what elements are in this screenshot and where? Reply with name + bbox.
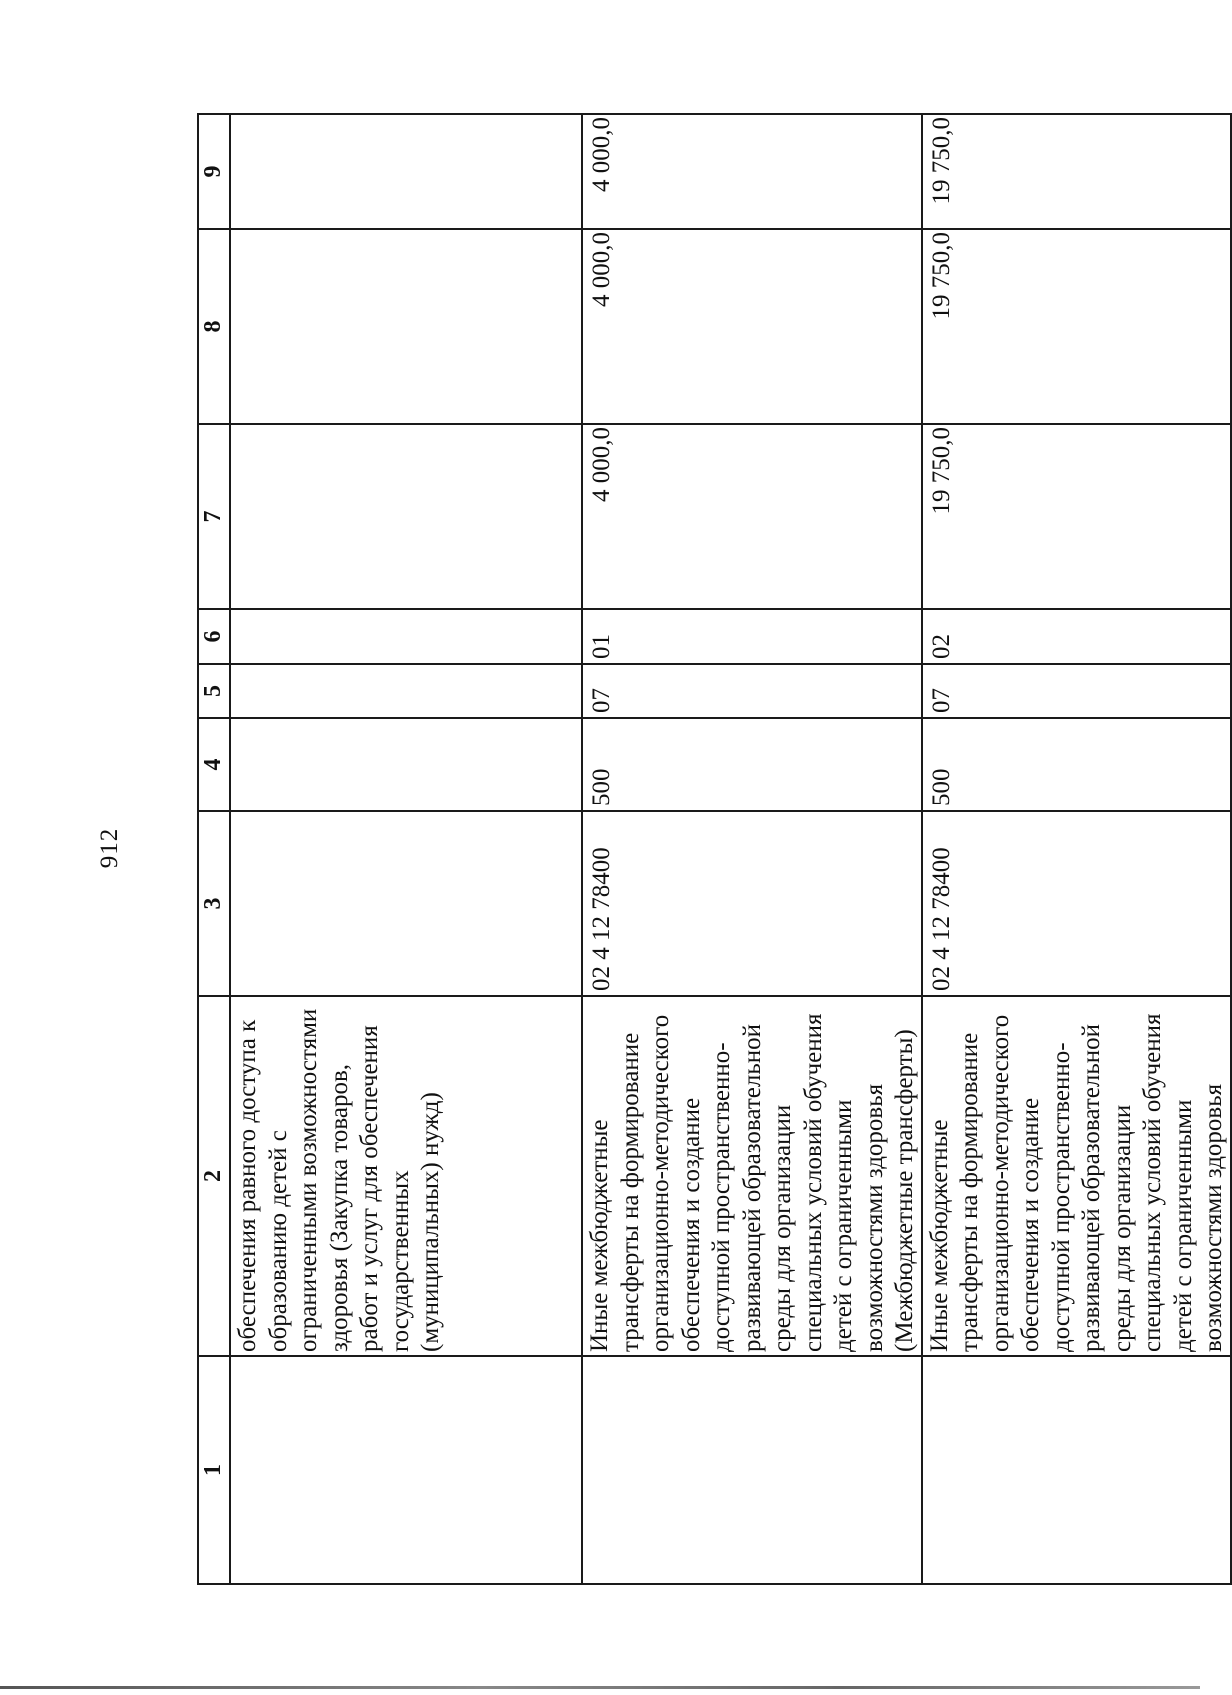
section-cell: 07 xyxy=(922,664,1231,718)
column-header: 1 xyxy=(198,1356,230,1584)
column-header: 6 xyxy=(198,609,230,664)
amount-cell: 4 000,0 xyxy=(582,229,922,424)
column-header: 3 xyxy=(198,811,230,996)
table-row xyxy=(230,114,582,1584)
column-header: 8 xyxy=(198,229,230,424)
column-header: 5 xyxy=(198,664,230,718)
amount-cell xyxy=(230,424,582,609)
section-cell xyxy=(230,664,582,718)
amount-cell xyxy=(230,114,582,229)
table-row xyxy=(582,114,922,1584)
expense-type-cell: 500 xyxy=(582,718,922,811)
table-row xyxy=(922,114,1231,1584)
amount-cell: 4 000,0 xyxy=(582,114,922,229)
table-header-row xyxy=(198,114,230,1584)
target-article-cell: 02 4 12 78400 xyxy=(582,811,922,996)
section-cell: 07 xyxy=(582,664,922,718)
amount-cell xyxy=(230,229,582,424)
row-number-cell xyxy=(230,1356,582,1584)
subsection-cell: 02 xyxy=(922,609,1231,664)
budget-table xyxy=(197,113,1232,1585)
amount-cell: 4 000,0 xyxy=(582,424,922,609)
target-article-cell xyxy=(230,811,582,996)
budget-table-rotated xyxy=(197,115,1227,1585)
column-header: 7 xyxy=(198,424,230,609)
row-number-cell xyxy=(582,1356,922,1584)
row-number-cell xyxy=(922,1356,1231,1584)
subsection-cell xyxy=(230,609,582,664)
expense-type-cell xyxy=(230,718,582,811)
column-header: 2 xyxy=(198,996,230,1356)
scan-edge-line xyxy=(0,1686,1200,1689)
amount-cell: 19 750,0 xyxy=(922,114,1231,229)
amount-cell: 19 750,0 xyxy=(922,229,1231,424)
expense-type-cell: 500 xyxy=(922,718,1231,811)
page-number: 912 xyxy=(96,827,123,869)
subsection-cell: 01 xyxy=(582,609,922,664)
description-cell: Иные межбюджетные трансферты на формирование организационно-методического обеспечения и создание доступной пространственно-развивающей образовательной среды для организации специальных условий обучения детей с ограниченными возможностями здоровья (Межбюджетные трансферты) xyxy=(582,996,922,1356)
description-cell: Иные межбюджетные трансферты на формирование организационно-методического обеспечения и создание доступной пространственно-развивающей образовательной среды для организации специальных условий обучения детей с ограниченными возможностями здоровья xyxy=(922,996,1231,1356)
description-cell: обеспечения равного доступа к образованию детей с ограниченными возможностями здоровья (Закупка товаров, работ и услуг для обеспечения государственных (муниципальных) нужд) xyxy=(230,996,582,1356)
column-header: 4 xyxy=(198,718,230,811)
amount-cell: 19 750,0 xyxy=(922,424,1231,609)
target-article-cell: 02 4 12 78400 xyxy=(922,811,1231,996)
column-header: 9 xyxy=(198,114,230,229)
